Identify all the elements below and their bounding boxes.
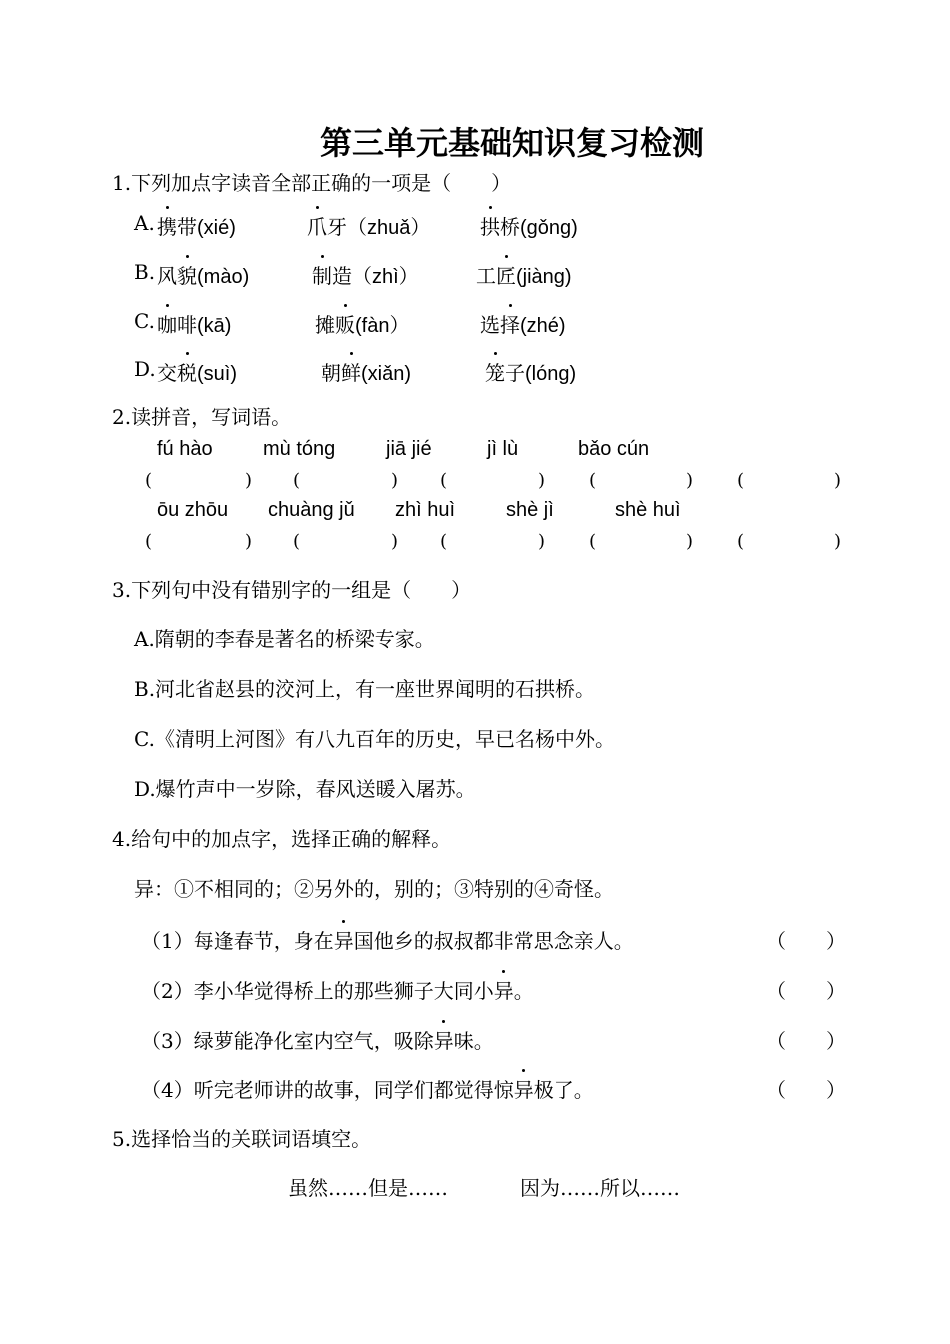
answer-blank[interactable]: （ ）: [766, 929, 846, 953]
answer-blank-open[interactable]: (: [293, 531, 301, 552]
q2-prompt: 2.读拼音，写词语。: [112, 405, 292, 429]
q1-option-label: D.: [134, 357, 156, 381]
answer-blank-close[interactable]: ): [391, 470, 399, 491]
word-suffix: 子: [505, 361, 525, 385]
sentence-part: （1）每逢春节，身在: [141, 929, 334, 953]
answer-blank-open[interactable]: (: [589, 470, 597, 491]
dotted-char: 匠: [496, 260, 516, 289]
q1-word: [480, 211, 578, 240]
sentence-part: （4）听完老师讲的故事，同学们都觉得惊: [141, 1078, 514, 1102]
q5-choice-2: 因为……所以……: [520, 1176, 680, 1200]
word-suffix: 啡: [177, 313, 197, 337]
word-prefix: 朝: [321, 361, 341, 385]
pinyin: (suì): [197, 363, 237, 385]
pinyin: (xié): [197, 217, 236, 239]
dotted-char: 贩: [335, 309, 355, 338]
q3-option-a: A.隋朝的李春是著名的桥梁专家。: [134, 627, 435, 651]
dotted-char: 异: [514, 1074, 534, 1103]
answer-blank-open[interactable]: (: [737, 470, 745, 491]
pinyin: (kā): [197, 315, 232, 337]
answer-blank-close[interactable]: ): [538, 470, 546, 491]
answer-blank-open[interactable]: (: [589, 531, 597, 552]
q1-word: [157, 309, 231, 338]
q4-definition: 异：①不相同的；②另外的，别的；③特别的④奇怪。: [134, 877, 614, 901]
word-prefix: 选: [480, 313, 500, 337]
answer-blank-open[interactable]: (: [440, 470, 448, 491]
word-prefix: 交: [157, 361, 177, 385]
q1-option-label: B.: [134, 260, 156, 284]
answer-blank-close[interactable]: ): [391, 531, 399, 552]
answer-blank-close[interactable]: ): [538, 531, 546, 552]
pinyin: (gǒng): [520, 217, 578, 239]
q1-word: [476, 260, 572, 289]
q1-option-label: A.: [134, 211, 155, 235]
dotted-char: 异: [494, 975, 514, 1004]
dotted-char: 携: [157, 211, 177, 240]
sentence-part: （3）绿萝能净化室内空气，吸除: [141, 1029, 434, 1053]
word-suffix: 桥: [500, 215, 520, 239]
pinyin-5: bǎo cún: [578, 438, 650, 460]
word-suffix: 造: [332, 264, 352, 288]
q5-choice-1: 虽然……但是……: [288, 1176, 448, 1200]
q1-word: [480, 309, 566, 338]
pinyin: （zhì）: [352, 266, 419, 288]
pinyin: (jiàng): [516, 266, 572, 288]
answer-blank[interactable]: （ ）: [766, 1078, 846, 1102]
q1-option-label: C.: [134, 309, 155, 333]
answer-blank-open[interactable]: (: [440, 531, 448, 552]
q4-item: [141, 1074, 594, 1103]
dotted-char: 择: [500, 309, 520, 338]
q4-item: [141, 975, 534, 1004]
word-suffix: 牙: [327, 215, 347, 239]
answer-blank-open[interactable]: (: [145, 531, 153, 552]
q1-word: [485, 357, 576, 386]
q5-prompt: 5.选择恰当的关联词语填空。: [112, 1127, 372, 1151]
q1-word: [321, 357, 411, 386]
q3-option-b: B.河北省赵县的洨河上，有一座世界闻明的石拱桥。: [134, 677, 596, 701]
dotted-char: 鲜: [341, 357, 361, 386]
word-prefix: 工: [476, 264, 496, 288]
pinyin: (fàn）: [355, 315, 410, 337]
answer-blank-close[interactable]: ): [686, 470, 694, 491]
word-prefix: 摊: [315, 313, 335, 337]
dotted-char: 拱: [480, 211, 500, 240]
answer-blank-close[interactable]: ): [834, 531, 842, 552]
pinyin: (mào): [197, 266, 250, 288]
answer-blank-open[interactable]: (: [737, 531, 745, 552]
answer-blank-close[interactable]: ): [245, 470, 253, 491]
dotted-char: 咖: [157, 309, 177, 338]
pinyin: (zhé): [520, 315, 566, 337]
word-suffix: 带: [177, 215, 197, 239]
dotted-char: 貌: [177, 260, 197, 289]
dotted-char: 爪: [307, 211, 327, 240]
pinyin-9: shè jì: [506, 499, 554, 521]
dotted-char: 制: [312, 260, 332, 289]
dotted-char: 异: [334, 925, 354, 954]
q1-word: [157, 260, 249, 289]
q1-word: [157, 357, 237, 386]
dotted-char: 税: [177, 357, 197, 386]
pinyin-3: jiā jié: [386, 438, 432, 460]
answer-blank-open[interactable]: (: [293, 470, 301, 491]
q4-item: [141, 925, 634, 954]
q1-word: [157, 211, 236, 240]
pinyin: (xiǎn): [361, 363, 412, 385]
pinyin: (lóng): [525, 363, 577, 385]
answer-blank[interactable]: （ ）: [766, 979, 846, 1003]
pinyin: （zhuǎ）: [347, 217, 431, 239]
q1-prompt: 1.下列加点字读音全部正确的一项是（ ）: [112, 171, 512, 195]
pinyin-6: ōu zhōu: [157, 499, 229, 521]
sentence-part: 。: [513, 979, 534, 1003]
answer-blank-open[interactable]: (: [145, 470, 153, 491]
q3-option-c: C.《清明上河图》有八九百年的历史，早已名杨中外。: [134, 727, 615, 751]
page-title: 第三单元基础知识复习检测: [319, 124, 704, 162]
sentence-part: 国他乡的叔叔都非常思念亲人。: [353, 929, 634, 953]
pinyin-8: zhì huì: [395, 499, 456, 521]
q4-prompt: 4.给句中的加点字，选择正确的解释。: [112, 827, 452, 851]
q3-option-d: D.爆竹声中一岁除，春风送暖入屠苏。: [134, 777, 476, 801]
word-prefix: 风: [157, 264, 177, 288]
q1-word: [312, 260, 419, 289]
pinyin-2: mù tóng: [263, 438, 336, 460]
pinyin-10: shè huì: [615, 499, 681, 521]
q3-prompt: 3.下列句中没有错别字的一组是（ ）: [112, 578, 472, 602]
answer-blank-close[interactable]: ): [834, 470, 842, 491]
sentence-part: （2）李小华觉得桥上的那些狮子大同小: [141, 979, 494, 1003]
q1-word: [307, 211, 430, 240]
sentence-part: 味。: [453, 1029, 494, 1053]
dotted-char: 笼: [485, 357, 505, 386]
q1-word: [315, 309, 409, 338]
answer-blank[interactable]: （ ）: [766, 1029, 846, 1053]
q4-item: [141, 1025, 494, 1054]
answer-blank-close[interactable]: ): [686, 531, 694, 552]
pinyin-7: chuàng jǔ: [268, 499, 355, 521]
pinyin-1: fú hào: [157, 438, 213, 460]
answer-blank-close[interactable]: ): [245, 531, 253, 552]
sentence-part: 极了。: [533, 1078, 594, 1102]
pinyin-4: jì lù: [487, 438, 519, 460]
dotted-char: 异: [434, 1025, 454, 1054]
